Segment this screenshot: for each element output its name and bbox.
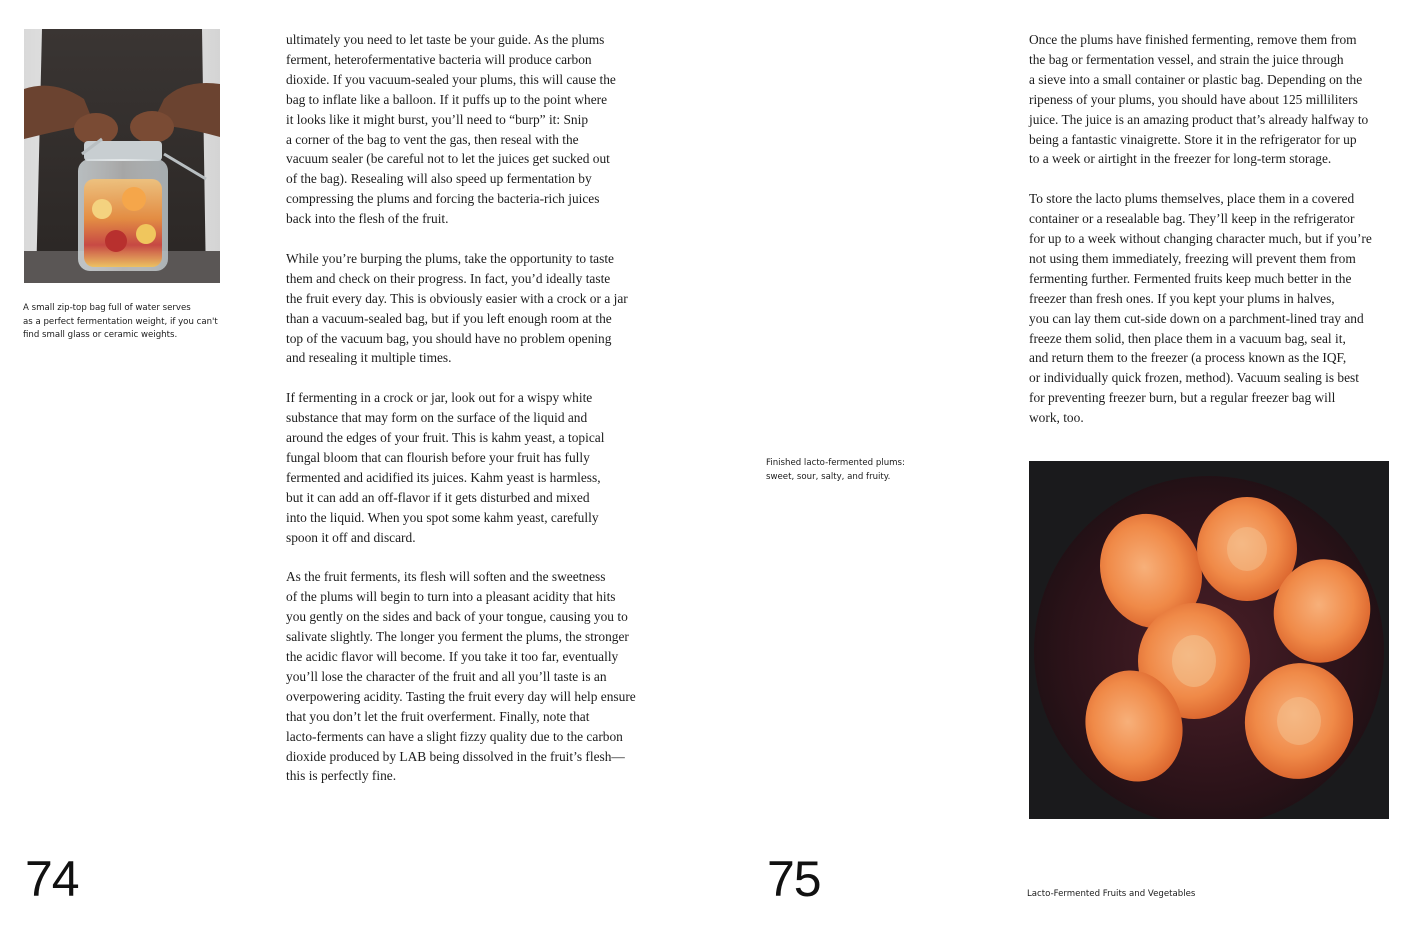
paragraph: To store the lacto plums themselves, place them in a covered container or a resealable bag. They’ll keep in the refrigerator for up to a week without changing character much, but if you’re not using them immediately, freezing will prevent them from fermenting further. Fermented fruits keep much better in the freezer than fresh ones. If you kept your plums in halves, you can lay them cut-side down on a parchment-lined tray and freeze them solid, then place them in a vacuum bag, seal it, and return them to the freezer (a process known as the IQF, or individually quick frozen, method). Vacuum sealing is best for preventing freezer burn, but a regular freezer bag will work, too. bbox=[1029, 191, 1372, 426]
paragraph: As the fruit ferments, its flesh will soften and the sweetness of the plums will begin to turn into a pleasant acidity that hits you gently on the sides and back of your tongue, causing you to salivate slightly. The longer you ferment the plums, the stronger the acidic flavor will become. If you take it too far, eventually you’ll lose the character of the fruit and all you’ll taste is an overpowering acidity. Tasting the fruit every day will help ensure that you don’t let the fruit overferment. Finally, note that lacto-ferments can have a slight fizzy quality due to the carbon dioxide produced by LAB being dissolved in the fruit’s flesh— this is perfectly fine. bbox=[286, 569, 636, 784]
running-footer: Lacto-Fermented Fruits and Vegetables bbox=[1027, 889, 1196, 899]
paragraph: While you’re burping the plums, take the opportunity to taste them and check on their progress. In fact, you’d ideally taste the fruit every day. This is obviously easier with a crock or a jar than a vacuum-sealed bag, but if you left enough room at the top of the vacuum bag, you should have no problem opening and resealing it multiple times. bbox=[286, 250, 628, 366]
plums-photo bbox=[1029, 461, 1389, 819]
paragraph: ultimately you need to let taste be your guide. As the plums ferment, heterofermentative bacteria will produce carbon dioxide. If you vacuum-sealed your plums, this will cause the bag to inflate like a balloon. If it puffs up to the point where it looks like it might burst, you’ll need to “burp” it: Snip a corner of the bag to vent the gas, then reseal with the vacuum sealer (be careful not to let the juices get sucked out of the bag). Resealing will also speed up fermentation by compressing the plums and forcing the bacteria-rich juices back into the flesh of the fruit. bbox=[286, 32, 616, 227]
jar-of-plums-photo-icon bbox=[24, 29, 220, 283]
right-page-body bbox=[1029, 30, 1399, 448]
jar-photo-caption: A small zip-top bag full of water serves as a perfect fermentation weight, if you can't find small glass or ceramic weights. bbox=[23, 303, 218, 340]
paragraph: Once the plums have finished fermenting, remove them from the bag or fermentation vessel, and strain the juice through a sieve into a small container or plastic bag. Depending on the ripeness of your plums, you should have about 125 milliliters juice. The juice is an amazing product that’s already halfway to being a fantastic vinaigrette. Store it in the refrigerator for up to a week or airtight in the freezer for long-term storage. bbox=[1029, 32, 1369, 167]
plum-halves-photo-icon bbox=[1029, 461, 1389, 819]
page-number-right: 75 bbox=[767, 851, 821, 907]
jar-photo bbox=[24, 29, 220, 283]
paragraph: If fermenting in a crock or jar, look out for a wispy white substance that may form on the surface of the liquid and around the edges of your fruit. This is kahm yeast, a topical fungal bloom that can flourish before your fruit has fully fermented and acidified its juices. Kahm yeast is harmless, but it can add an off-flavor if it gets disturbed and mixed into the liquid. When you spot some kahm yeast, carefully spoon it off and discard. bbox=[286, 390, 605, 545]
page-number-left: 74 bbox=[25, 851, 79, 907]
plums-photo-caption: Finished lacto-fermented plums: sweet, sour, salty, and fruity. bbox=[766, 458, 905, 482]
left-page-body bbox=[286, 30, 656, 806]
